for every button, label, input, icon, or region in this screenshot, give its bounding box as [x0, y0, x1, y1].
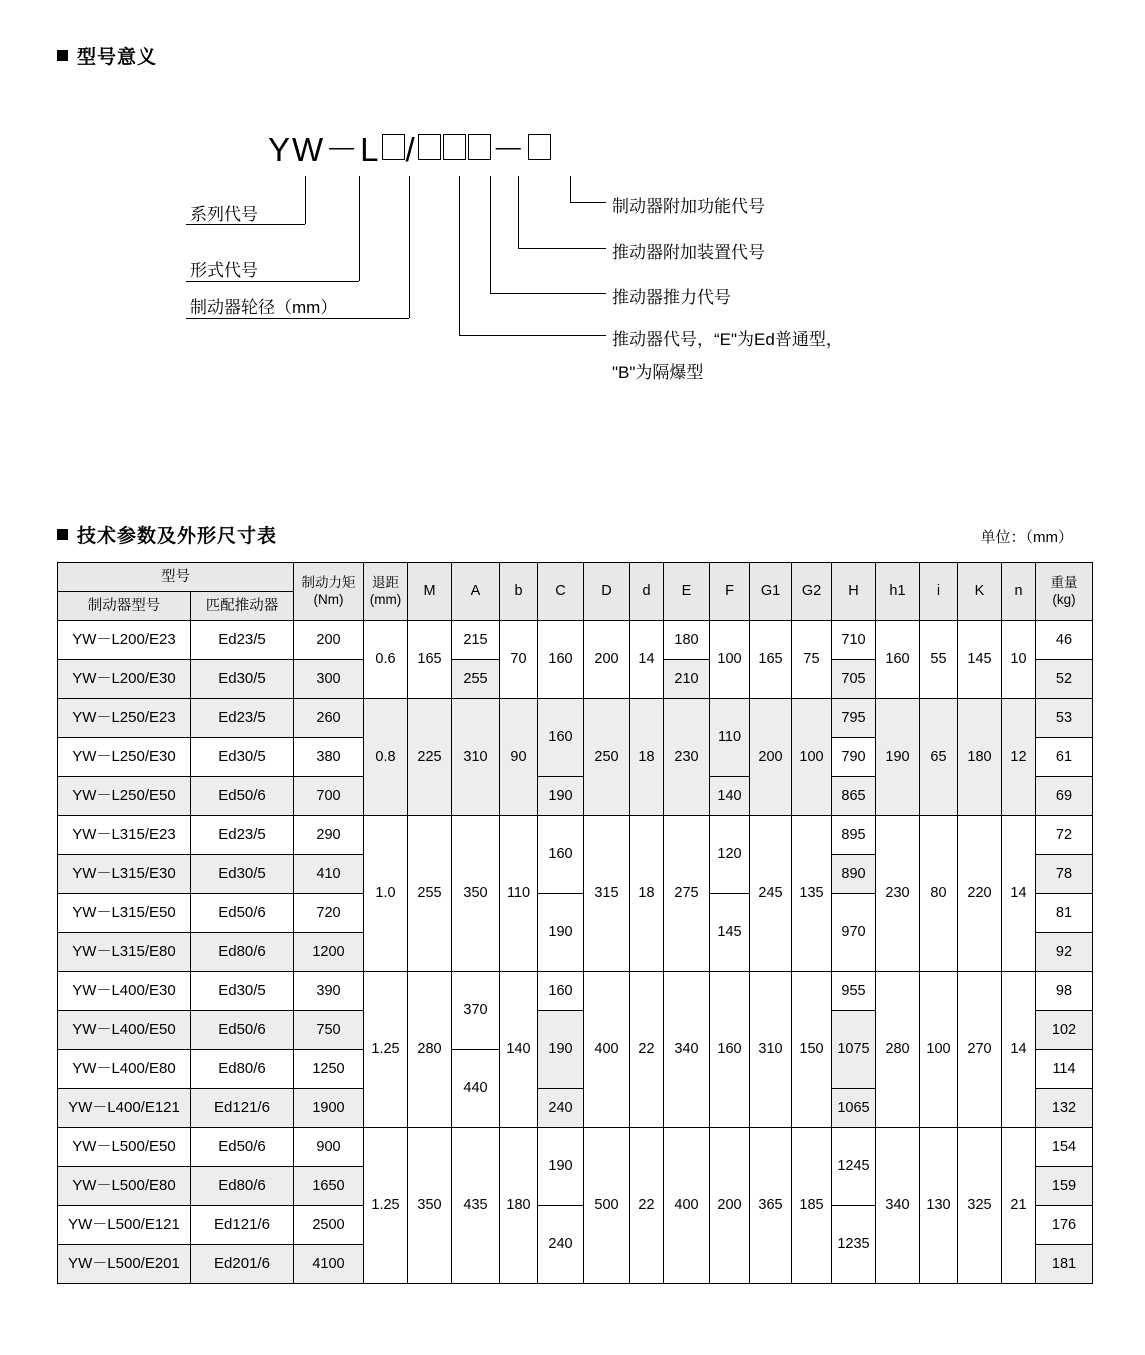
header-F: F: [710, 563, 750, 621]
cell-model: YW－L400/E121: [58, 1089, 191, 1128]
cell-K: 145: [958, 621, 1002, 699]
cell-i: 80: [920, 816, 958, 972]
code-box-pusher-extra: [468, 134, 491, 160]
cell-C: 240: [538, 1089, 584, 1128]
cell-C: 160: [538, 816, 584, 894]
header-H: H: [832, 563, 876, 621]
table-header-row-1: [58, 563, 1093, 592]
cell-weight: 98: [1036, 972, 1093, 1011]
cell-K: 270: [958, 972, 1002, 1128]
cell-weight: 78: [1036, 855, 1093, 894]
cell-pusher: Ed80/6: [191, 1050, 294, 1089]
cell-pusher: Ed50/6: [191, 1128, 294, 1167]
leader-line-form: [186, 281, 359, 282]
cell-pusher: Ed121/6: [191, 1206, 294, 1245]
cell-weight: 159: [1036, 1167, 1093, 1206]
cell-gap: 1.0: [364, 816, 408, 972]
cell-torque: 390: [294, 972, 364, 1011]
cell-h1: 230: [876, 816, 920, 972]
cell-C: 240: [538, 1206, 584, 1284]
cell-d: 22: [630, 972, 664, 1128]
header-E: E: [664, 563, 710, 621]
cell-H: 795: [832, 699, 876, 738]
cell-pusher: Ed201/6: [191, 1245, 294, 1284]
cell-E: 180: [664, 621, 710, 660]
cell-E: 230: [664, 699, 710, 816]
cell-torque: 720: [294, 894, 364, 933]
cell-F: 100: [710, 621, 750, 699]
leader-line-pusher-extra-v: [518, 176, 519, 249]
cell-H: 1075: [832, 1011, 876, 1089]
cell-M: 225: [408, 699, 452, 816]
cell-E: 400: [664, 1128, 710, 1284]
cell-G2: 135: [792, 816, 832, 972]
legend-pusher-extra-device: 推动器附加装置代号: [612, 243, 765, 262]
cell-H: 705: [832, 660, 876, 699]
cell-F: 140: [710, 777, 750, 816]
cell-weight: 114: [1036, 1050, 1093, 1089]
cell-A: 350: [452, 816, 500, 972]
cell-torque: 1650: [294, 1167, 364, 1206]
cell-gap: 0.6: [364, 621, 408, 699]
cell-G2: 75: [792, 621, 832, 699]
cell-G1: 165: [750, 621, 792, 699]
cell-torque: 290: [294, 816, 364, 855]
cell-model: YW－L400/E50: [58, 1011, 191, 1050]
header-b: b: [500, 563, 538, 621]
cell-A: 310: [452, 699, 500, 816]
leader-line-thrust-v: [490, 176, 491, 294]
section-heading-model-meaning-label: 型号意义: [77, 47, 158, 68]
leader-line-brake-extra: [570, 202, 606, 203]
cell-pusher: Ed50/6: [191, 894, 294, 933]
cell-G2: 185: [792, 1128, 832, 1284]
cell-h1: 190: [876, 699, 920, 816]
leader-line-form-v: [359, 176, 360, 281]
cell-model: YW－L250/E50: [58, 777, 191, 816]
cell-G1: 365: [750, 1128, 792, 1284]
cell-pusher: Ed80/6: [191, 1167, 294, 1206]
cell-n: 14: [1002, 816, 1036, 972]
cell-C: 160: [538, 972, 584, 1011]
legend-series-code: 系列代号: [190, 205, 258, 224]
cell-model: YW－L200/E23: [58, 621, 191, 660]
header-h1: h1: [876, 563, 920, 621]
cell-D: 250: [584, 699, 630, 816]
cell-torque: 700: [294, 777, 364, 816]
cell-M: 255: [408, 816, 452, 972]
code-box-pusher: [418, 134, 441, 160]
cell-K: 325: [958, 1128, 1002, 1284]
cell-model: YW－L500/E80: [58, 1167, 191, 1206]
cell-torque: 1200: [294, 933, 364, 972]
cell-gap: 1.25: [364, 972, 408, 1128]
cell-H: 1245: [832, 1128, 876, 1206]
cell-pusher: Ed50/6: [191, 777, 294, 816]
cell-weight: 72: [1036, 816, 1093, 855]
cell-b: 180: [500, 1128, 538, 1284]
cell-torque: 1900: [294, 1089, 364, 1128]
cell-weight: 132: [1036, 1089, 1093, 1128]
header-D: D: [584, 563, 630, 621]
cell-model: YW－L315/E50: [58, 894, 191, 933]
cell-n: 14: [1002, 972, 1036, 1128]
cell-E: 210: [664, 660, 710, 699]
cell-model: YW－L200/E30: [58, 660, 191, 699]
cell-H: 955: [832, 972, 876, 1011]
cell-C: 190: [538, 1011, 584, 1089]
cell-pusher: Ed23/5: [191, 699, 294, 738]
cell-b: 140: [500, 972, 538, 1128]
code-box-brake-extra: [528, 134, 551, 160]
cell-H: 1065: [832, 1089, 876, 1128]
cell-H: 890: [832, 855, 876, 894]
cell-D: 400: [584, 972, 630, 1128]
table-row: [58, 621, 1093, 660]
cell-h1: 160: [876, 621, 920, 699]
legend-brake-extra-function: 制动器附加功能代号: [612, 197, 765, 216]
spec-table-wrapper: [57, 562, 1088, 1284]
cell-n: 10: [1002, 621, 1036, 699]
header-group-model: 型号: [58, 563, 294, 592]
cell-i: 130: [920, 1128, 958, 1284]
cell-pusher: Ed30/5: [191, 972, 294, 1011]
cell-F: 160: [710, 972, 750, 1128]
cell-torque: 750: [294, 1011, 364, 1050]
cell-A: 440: [452, 1050, 500, 1128]
cell-torque: 2500: [294, 1206, 364, 1245]
cell-torque: 380: [294, 738, 364, 777]
cell-G2: 150: [792, 972, 832, 1128]
header-i: i: [920, 563, 958, 621]
cell-model: YW－L315/E23: [58, 816, 191, 855]
header-torque: 制动力矩 (Nm): [294, 563, 364, 621]
cell-weight: 102: [1036, 1011, 1093, 1050]
cell-weight: 61: [1036, 738, 1093, 777]
cell-H: 1235: [832, 1206, 876, 1284]
cell-model: YW－L250/E30: [58, 738, 191, 777]
cell-model: YW－L315/E80: [58, 933, 191, 972]
cell-K: 220: [958, 816, 1002, 972]
cell-weight: 81: [1036, 894, 1093, 933]
cell-F: 200: [710, 1128, 750, 1284]
cell-h1: 280: [876, 972, 920, 1128]
model-code-prefix: YW－L: [268, 131, 381, 168]
leader-line-brake-extra-v: [570, 176, 571, 203]
cell-C: 190: [538, 777, 584, 816]
cell-gap: 0.8: [364, 699, 408, 816]
leader-line-diameter-v: [409, 176, 410, 318]
legend-wheel-diameter: 制动器轮径（mm）: [190, 298, 338, 317]
cell-weight: 69: [1036, 777, 1093, 816]
cell-b: 70: [500, 621, 538, 699]
leader-line-series: [186, 224, 305, 225]
header-K: K: [958, 563, 1002, 621]
leader-line-thrust: [490, 293, 606, 294]
cell-model: YW－L500/E201: [58, 1245, 191, 1284]
cell-C: 190: [538, 894, 584, 972]
cell-i: 65: [920, 699, 958, 816]
leader-line-diameter: [186, 318, 409, 319]
leader-line-series-v: [305, 176, 306, 224]
cell-pusher: Ed50/6: [191, 1011, 294, 1050]
cell-C: 190: [538, 1128, 584, 1206]
cell-i: 55: [920, 621, 958, 699]
cell-H: 790: [832, 738, 876, 777]
cell-D: 500: [584, 1128, 630, 1284]
cell-b: 90: [500, 699, 538, 816]
cell-weight: 181: [1036, 1245, 1093, 1284]
cell-weight: 46: [1036, 621, 1093, 660]
section-heading-model-meaning: [57, 42, 157, 69]
cell-torque: 410: [294, 855, 364, 894]
header-G1: G1: [750, 563, 792, 621]
cell-D: 200: [584, 621, 630, 699]
header-n: n: [1002, 563, 1036, 621]
cell-n: 21: [1002, 1128, 1036, 1284]
cell-pusher: Ed30/5: [191, 660, 294, 699]
code-box-form: [382, 134, 405, 160]
header-brake-model: 制动器型号: [58, 592, 191, 621]
cell-torque: 260: [294, 699, 364, 738]
cell-model: YW－L500/E50: [58, 1128, 191, 1167]
cell-pusher: Ed23/5: [191, 816, 294, 855]
header-weight: 重量 (kg): [1036, 563, 1093, 621]
cell-d: 18: [630, 816, 664, 972]
legend-pusher-code-line2: "B"为隔爆型: [612, 363, 704, 382]
table-row: [58, 1128, 1093, 1167]
cell-pusher: Ed23/5: [191, 621, 294, 660]
legend-pusher-thrust: 推动器推力代号: [612, 288, 731, 307]
table-row: [58, 816, 1093, 855]
cell-F: 145: [710, 894, 750, 972]
cell-n: 12: [1002, 699, 1036, 816]
cell-C: 160: [538, 621, 584, 699]
cell-A: 370: [452, 972, 500, 1050]
leader-line-pusher-code-v: [459, 176, 460, 336]
cell-H: 970: [832, 894, 876, 972]
cell-pusher: Ed121/6: [191, 1089, 294, 1128]
spec-table: [57, 562, 1093, 1284]
cell-pusher: Ed80/6: [191, 933, 294, 972]
cell-H: 710: [832, 621, 876, 660]
cell-G2: 100: [792, 699, 832, 816]
cell-F: 110: [710, 699, 750, 777]
code-box-thrust: [443, 134, 466, 160]
header-M: M: [408, 563, 452, 621]
cell-weight: 176: [1036, 1206, 1093, 1245]
model-code-string: [268, 124, 552, 171]
square-bullet-icon-2: [57, 529, 68, 540]
cell-A: 435: [452, 1128, 500, 1284]
cell-H: 895: [832, 816, 876, 855]
cell-torque: 300: [294, 660, 364, 699]
cell-D: 315: [584, 816, 630, 972]
cell-E: 275: [664, 816, 710, 972]
cell-A: 215: [452, 621, 500, 660]
cell-torque: 4100: [294, 1245, 364, 1284]
cell-torque: 1250: [294, 1050, 364, 1089]
header-gap: 退距 (mm): [364, 563, 408, 621]
cell-model: YW－L315/E30: [58, 855, 191, 894]
cell-model: YW－L500/E121: [58, 1206, 191, 1245]
cell-pusher: Ed30/5: [191, 855, 294, 894]
header-A: A: [452, 563, 500, 621]
cell-torque: 900: [294, 1128, 364, 1167]
header-C: C: [538, 563, 584, 621]
header-matched-pusher: 匹配推动器: [191, 592, 294, 621]
cell-d: 18: [630, 699, 664, 816]
cell-G1: 310: [750, 972, 792, 1128]
cell-A: 255: [452, 660, 500, 699]
cell-weight: 154: [1036, 1128, 1093, 1167]
model-code-dash: －: [491, 131, 527, 168]
leader-line-pusher-extra: [518, 248, 606, 249]
section-heading-spec-label: 技术参数及外形尺寸表: [77, 526, 278, 547]
cell-pusher: Ed30/5: [191, 738, 294, 777]
cell-M: 280: [408, 972, 452, 1128]
header-G2: G2: [792, 563, 832, 621]
unit-note: 单位：（mm）: [980, 529, 1073, 546]
cell-gap: 1.25: [364, 1128, 408, 1284]
cell-G1: 245: [750, 816, 792, 972]
cell-i: 100: [920, 972, 958, 1128]
header-d: d: [630, 563, 664, 621]
model-code-slash: /: [405, 131, 417, 168]
cell-G1: 200: [750, 699, 792, 816]
cell-b: 110: [500, 816, 538, 972]
table-row: [58, 972, 1093, 1011]
section-heading-spec: [57, 521, 277, 548]
cell-weight: 53: [1036, 699, 1093, 738]
cell-H: 865: [832, 777, 876, 816]
cell-h1: 340: [876, 1128, 920, 1284]
table-row: [58, 699, 1093, 738]
cell-M: 165: [408, 621, 452, 699]
cell-C: 160: [538, 699, 584, 777]
cell-weight: 52: [1036, 660, 1093, 699]
cell-model: YW－L250/E23: [58, 699, 191, 738]
cell-weight: 92: [1036, 933, 1093, 972]
cell-K: 180: [958, 699, 1002, 816]
cell-d: 14: [630, 621, 664, 699]
cell-d: 22: [630, 1128, 664, 1284]
cell-F: 120: [710, 816, 750, 894]
cell-E: 340: [664, 972, 710, 1128]
legend-form-code: 形式代号: [190, 261, 258, 280]
leader-line-pusher-code: [459, 335, 606, 336]
cell-model: YW－L400/E80: [58, 1050, 191, 1089]
legend-pusher-code-line1: 推动器代号，“E"为Ed普通型，: [612, 330, 843, 349]
square-bullet-icon: [57, 50, 68, 61]
cell-model: YW－L400/E30: [58, 972, 191, 1011]
cell-torque: 200: [294, 621, 364, 660]
cell-M: 350: [408, 1128, 452, 1284]
